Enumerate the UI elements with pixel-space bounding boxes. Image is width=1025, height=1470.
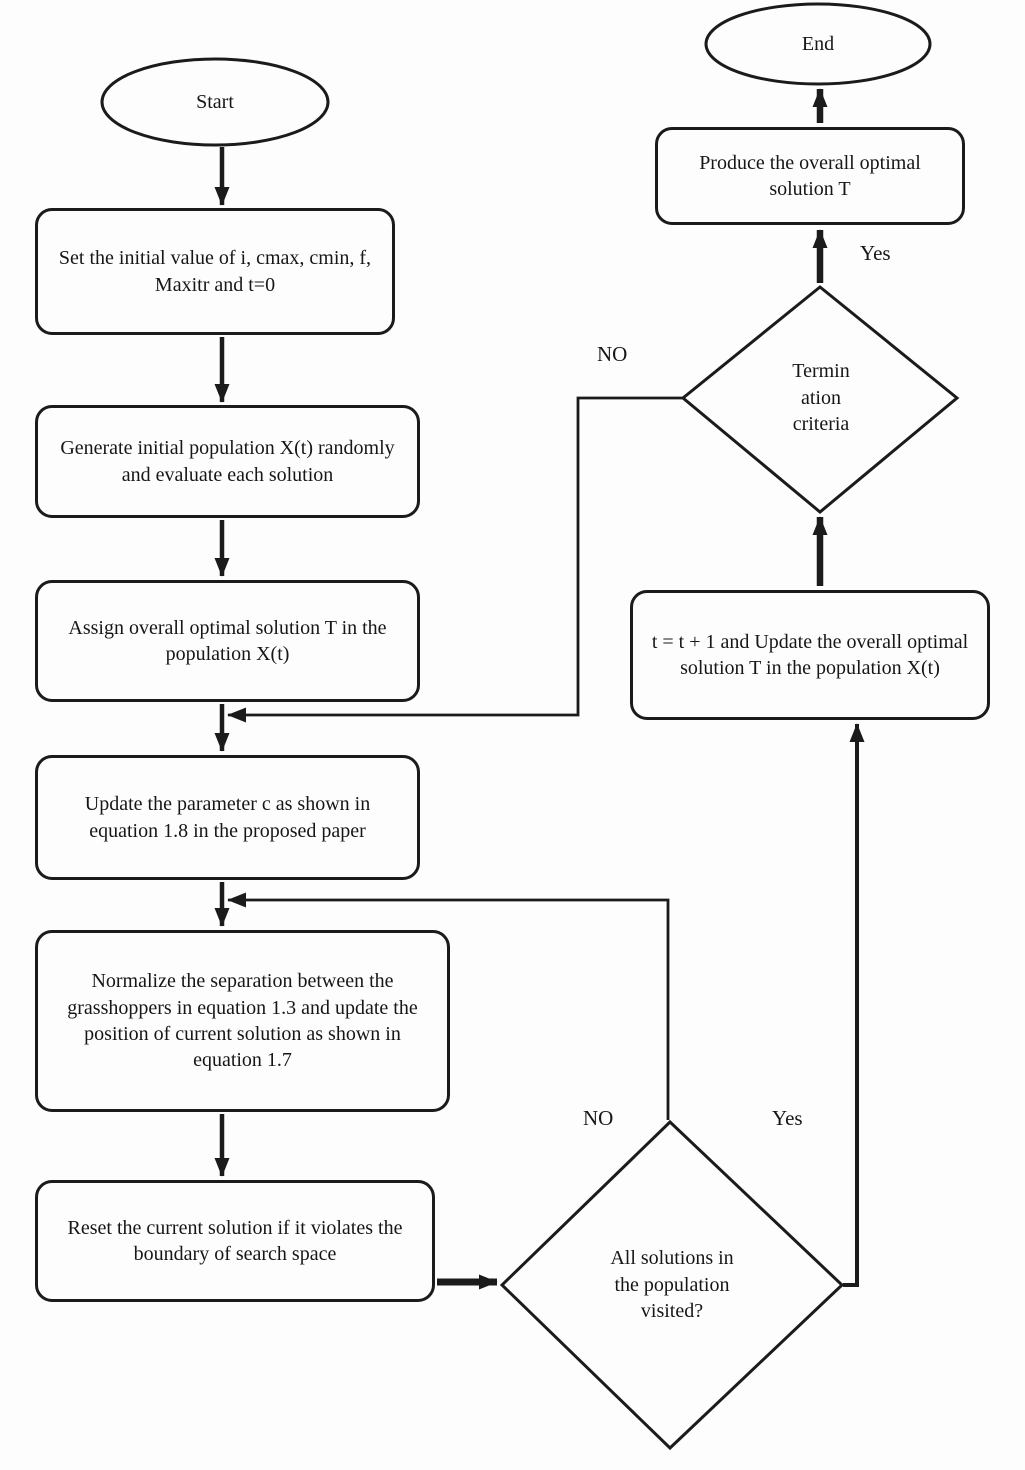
- edge-label-termination-yes: Yes: [860, 241, 891, 265]
- node-normalize-separation: Normalize the separation between the grasshoppers in equation 1.3 and update the position of current solution as shown in equation 1.7: [35, 930, 450, 1112]
- end-node-label: End: [801, 32, 835, 55]
- node-generate-population: Generate initial population X(t) randomly and evaluate each solution: [35, 405, 420, 518]
- node-increment-t-update-solution: t = t + 1 and Update the overall optimal solution T in the population X(t): [630, 590, 990, 720]
- node-set-initial-values: Set the initial value of i, cmax, cmin, f, Maxitr and t=0: [35, 208, 395, 335]
- branch-all-solutions-yes: [843, 724, 857, 1285]
- decision-all-solutions-label: All solutions in the population visited?: [610, 1247, 734, 1323]
- start-node-label: Start: [196, 90, 234, 113]
- edge-label-all-solutions-yes: Yes: [772, 1106, 803, 1130]
- node-update-parameter-c: Update the parameter c as shown in equation 1.8 in the proposed paper: [35, 755, 420, 880]
- edge-label-termination-no: NO: [597, 342, 628, 366]
- node-reset-current-solution: Reset the current solution if it violates the boundary of search space: [35, 1180, 435, 1302]
- edge-label-all-solutions-no: NO: [583, 1106, 614, 1130]
- decision-termination-label: Termin ation criteria: [792, 360, 850, 436]
- node-assign-optimal-solution: Assign overall optimal solution T in the population X(t): [35, 580, 420, 702]
- node-produce-optimal-solution: Produce the overall optimal solution T: [655, 127, 965, 225]
